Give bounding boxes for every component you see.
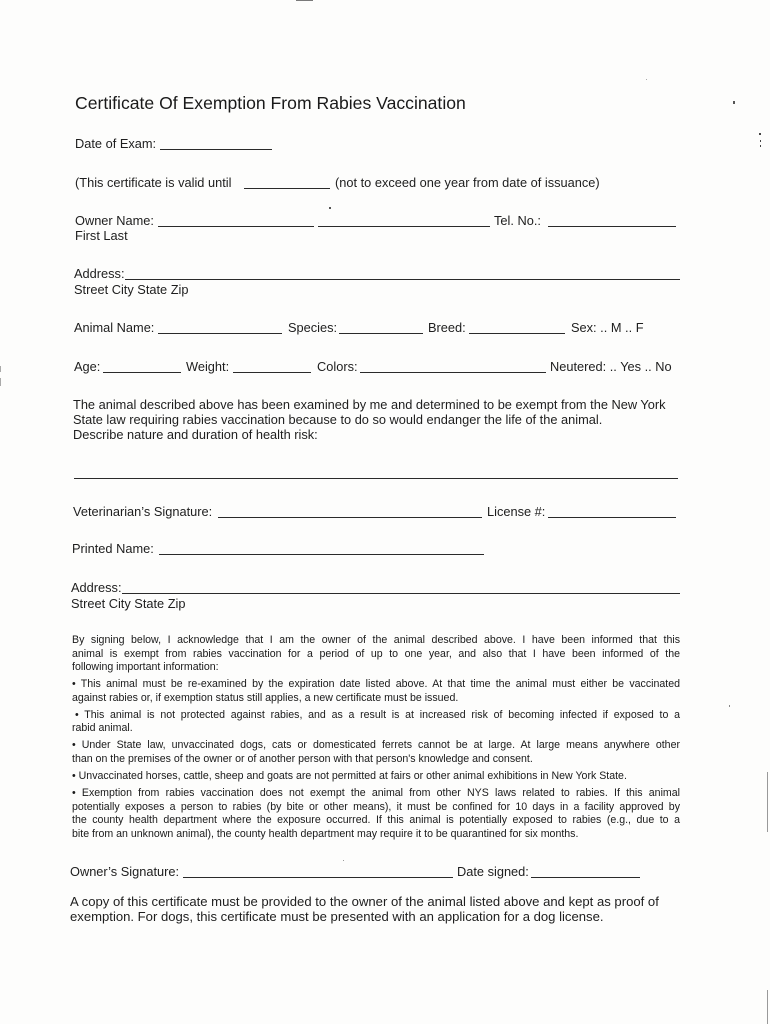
weight-blank [233,372,311,373]
date-signed-label: Date signed: [457,864,529,879]
acknowledgement-line: following important information: [72,661,219,673]
acknowledgement-line: By signing below, I acknowledge that I am the owner of the animal described above. I have been informed that this [72,634,680,646]
breed-blank [469,333,565,334]
health-risk-blank [74,478,678,479]
scan-speck [733,101,735,104]
vet-signature-label: Veterinarian’s Signature: [73,504,213,519]
scan-mark-top [296,0,313,1]
valid-until-label: (This certificate is valid until [75,175,232,190]
owner-name-label: Owner Name: [75,213,154,228]
valid-until-blank [244,188,330,189]
page-title: Certificate Of Exemption From Rabies Vaccination [75,93,466,113]
acknowledgement-line: than on the premises of the owner or of another person with that person's knowledge and consent. [72,753,533,765]
colors-label: Colors: [317,359,358,374]
tel-blank [548,226,676,227]
acknowledgement-line: the county health department where the exposure occurred. If this animal is potentially exposed to rabies (e.g., due to a [72,814,680,826]
vet-address-hint: Street City State Zip [71,596,186,611]
animal-name-blank [158,333,282,334]
owner-signature-label: Owner’s Signature: [70,864,180,879]
breed-label: Breed: [428,320,466,335]
scan-speck [343,860,344,861]
footer-line: A copy of this certificate must be provided to the owner of the animal listed above and kept as proof of [70,894,659,909]
vet-address-blank [122,593,680,594]
health-risk-label: Describe nature and duration of health risk: [73,427,318,442]
owner-address-blank [125,279,680,280]
acknowledgement-line: animal is exempt from rabies vaccination for a period of up to one year, and also that I have been informed of the [72,648,680,660]
acknowledgement-line: potentially exposes a person to rabies (by bite or other means), it must be confined for 10 days in a facility approved by [72,801,680,813]
owner-last-name-blank [318,226,490,227]
license-blank [548,517,676,518]
species-blank [339,333,423,334]
acknowledgement-bullet: • Exemption from rabies vaccination does not exempt the animal from other NYS laws related to rabies. If this animal [72,787,680,799]
acknowledgement-bullet: • This animal is not protected against rabies, and as a result is at increased risk of becoming infected if exposed to a [75,709,680,721]
age-label: Age: [74,359,101,374]
scan-speck [760,140,761,142]
exam-statement-line: State law requiring rabies vaccination because to do so would endanger the life of the animal. [73,412,603,427]
scan-speck [760,145,761,147]
scan-edge-line [0,366,1,372]
tel-label: Tel. No.: [494,213,541,228]
exam-statement-line: The animal described above has been examined by me and determined to be exempt from the New York [73,397,666,412]
colors-blank [360,372,546,373]
acknowledgement-line: against rabies or, if exemption status still applies, a new certificate must be issued. [72,692,459,704]
acknowledgement-line: rabid animal. [72,722,133,734]
acknowledgement-line: bite from an unknown animal), the county health department may require it to be quarantined for six months. [72,828,579,840]
scan-speck [729,705,730,707]
date-signed-blank [531,877,640,878]
scan-speck [329,207,331,209]
animal-name-label: Animal Name: [74,320,155,335]
neutered-options: Neutered: .. Yes .. No [550,359,672,374]
date-of-exam-label: Date of Exam: [75,136,157,151]
license-label: License #: [487,504,546,519]
owner-signature-blank [183,877,453,878]
weight-label: Weight: [186,359,230,374]
owner-address-hint: Street City State Zip [74,282,189,297]
date-of-exam-blank [160,149,272,150]
owner-address-label: Address: [74,266,125,281]
owner-name-hint: First Last [75,228,128,243]
acknowledgement-bullet: • Unvaccinated horses, cattle, sheep and goats are not permitted at fairs or other animal exhibitions in New York State. [72,770,627,782]
acknowledgement-bullet: • Under State law, unvaccinated dogs, cats or domesticated ferrets cannot be at large. At large means anywhere other [72,739,680,751]
sex-options: Sex: .. M .. F [571,320,644,335]
scan-speck [759,133,761,135]
age-blank [103,372,181,373]
scan-edge-line [0,378,1,386]
vet-address-label: Address: [71,580,122,595]
validity-note: (not to exceed one year from date of issuance) [335,175,600,190]
footer-line: exemption. For dogs, this certificate must be presented with an application for a dog license. [70,909,604,924]
printed-name-blank [159,554,484,555]
printed-name-label: Printed Name: [72,541,154,556]
acknowledgement-bullet: • This animal must be re-examined by the expiration date listed above. At that time the animal must either be vaccinated [72,678,680,690]
owner-first-name-blank [158,226,314,227]
scan-edge-line [767,772,768,832]
scan-speck [646,79,647,80]
vet-signature-blank [218,517,482,518]
species-label: Species: [288,320,338,335]
scan-edge-line [767,990,768,1024]
